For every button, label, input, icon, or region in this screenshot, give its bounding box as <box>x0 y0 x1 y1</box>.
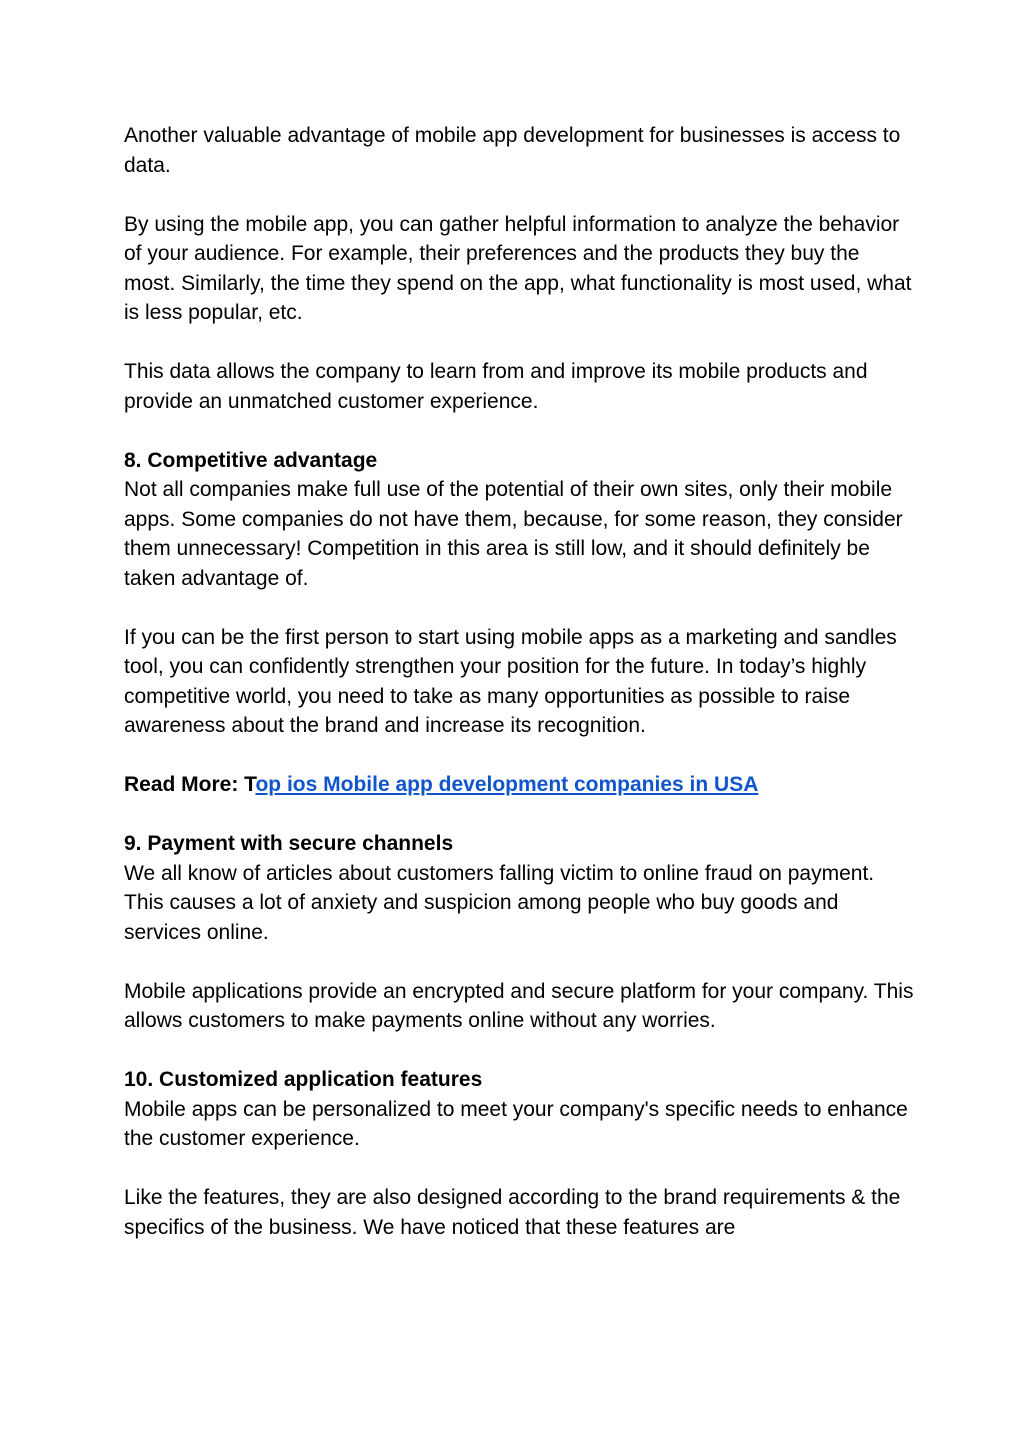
intro-paragraph-3: This data allows the company to learn from and improve its mobile products and provide an unmatched customer experience. <box>124 360 868 413</box>
section-secure-payment <box>124 829 914 947</box>
section-paragraph: If you can be the first person to start using mobile apps as a marketing and sandles tool, you can confidently strengthen your position for the future. In today’s highly competitive world, you need to take as many opportunities as possible to raise awareness about the brand and increase its recognition. <box>124 625 897 737</box>
section-paragraph: Mobile apps can be personalized to meet your company's specific needs to enhance the customer experience. <box>124 1097 908 1150</box>
read-more-prefix: Read More: T <box>124 773 256 796</box>
intro-paragraph-1: Another valuable advantage of mobile app development for businesses is access to data. <box>124 124 901 177</box>
section-paragraph: We all know of articles about customers falling victim to online fraud on payment. This causes a lot of anxiety and suspicion among people who buy goods and services online. <box>124 861 875 944</box>
intro-paragraph-2: By using the mobile app, you can gather helpful information to analyze the behavior of your audience. For example, their preferences and the products they buy the most. Similarly, the time they spend on the app, what functionality is most used, what is less popular, etc. <box>124 212 912 324</box>
section-heading: 9. Payment with secure channels <box>124 832 454 855</box>
document-page <box>124 121 914 1272</box>
section-customized-features <box>124 1065 914 1154</box>
section-competitive-advantage <box>124 446 914 594</box>
read-more-line <box>124 770 914 800</box>
section-paragraph: Like the features, they are also designed according to the brand requirements & the specifics of the business. We have noticed that these features are <box>124 1186 901 1239</box>
section-heading: 8. Competitive advantage <box>124 448 378 472</box>
section-heading: 10. Customized application features <box>124 1068 483 1091</box>
section-paragraph: Mobile applications provide an encrypted and secure platform for your company. This allows customers to make payments online without any worries. <box>124 979 914 1032</box>
section-paragraph: Not all companies make full use of the potential of their own sites, only their mobile apps. Some companies do not have them, because, for some reason, they consider them unnecessary! Competition in this area is still low, and it should definitely be taken advantage of. <box>124 478 903 590</box>
read-more-link[interactable]: op ios Mobile app development companies in USA <box>255 773 759 796</box>
